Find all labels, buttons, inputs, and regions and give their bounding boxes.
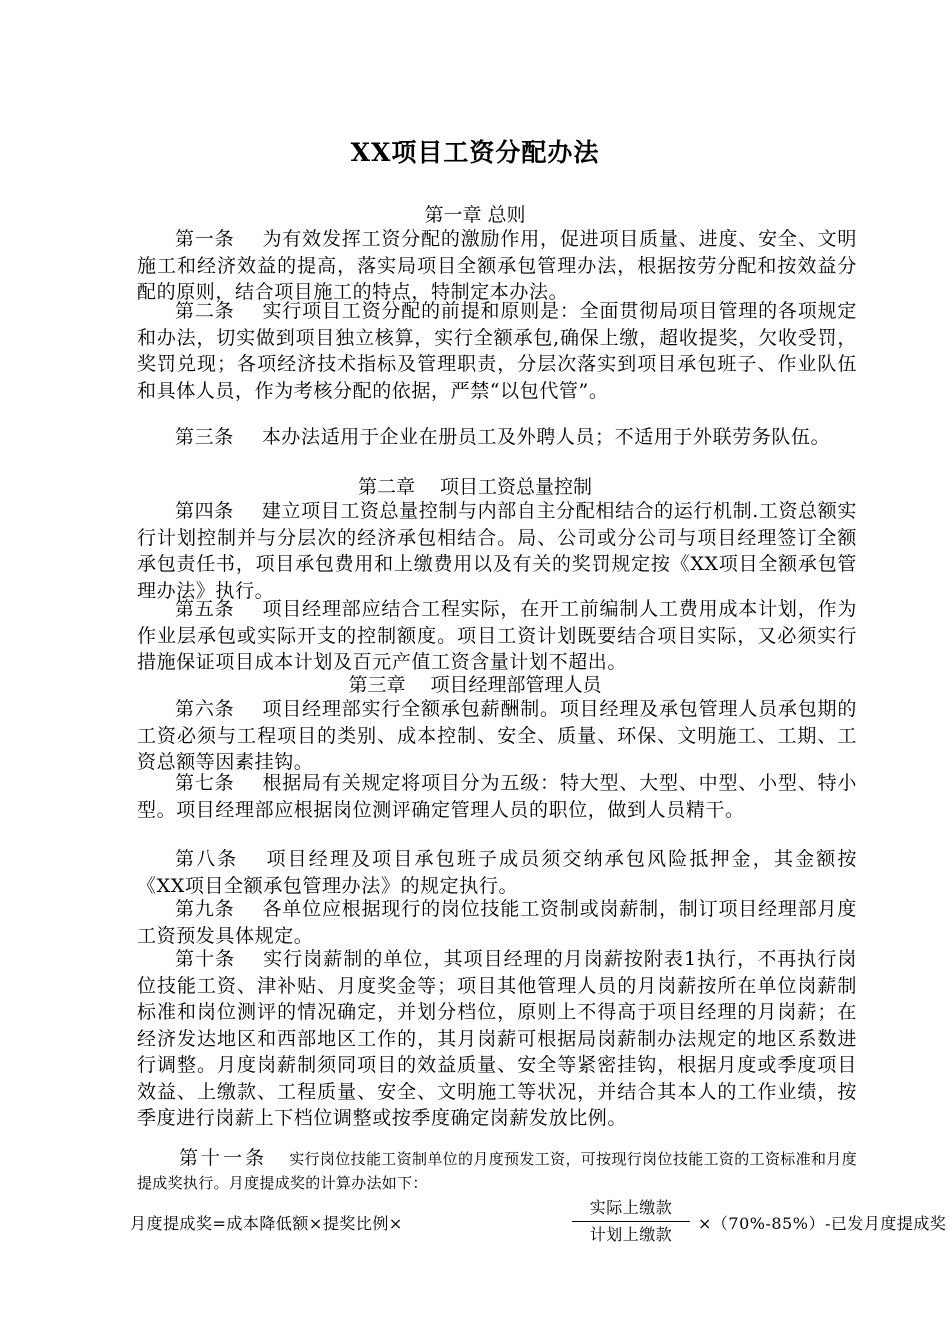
chapter-heading-3: 第三章 项目经理部管理人员 [348,674,602,696]
formula-numerator: 实际上缴款 [589,1198,673,1217]
formula-fraction [572,1196,690,1247]
formula-right-side: ×（70%-85%）-已发月度提成奖 [698,1214,947,1233]
formula-left-side: 月度提成奖=成本降低额×提奖比例× [130,1214,403,1233]
article-number: 第九条 [175,898,235,920]
article-number: 第十一条 [179,1147,268,1169]
article-10 [137,946,857,1132]
article-4 [137,498,857,604]
article-text: 根据局有关规定将项目分为五级：特大型、大型、中型、小型、特小型。项目经理部应根据岗位测评确定管理人员的职位，做到人员精干。 [137,772,857,821]
article-text: 实行岗位技能工资制单位的月度预发工资，可按现行岗位技能工资的工资标准和月度提成奖执行。月度提成奖的计算办法如下： [137,1150,857,1192]
article-number: 第八条 [175,848,239,870]
article-text: 实行项目工资分配的前提和原则是：全面贯彻局项目管理的各项规定和办法，切实做到项目独立核算，实行全额承包,确保上缴，超收提奖，欠收受罚，奖罚兑现；各项经济技术指标及管理职责，分层次落实到项目承包班子、作业队伍和具体人员，作为考核分配的依据，严禁“以包代管”。 [137,300,857,402]
article-number: 第一条 [175,228,235,250]
article-number: 第十条 [175,948,236,970]
article-2 [137,298,857,404]
fraction-bar [572,1221,690,1222]
article-text: 各单位应根据现行的岗位技能工资制或岗薪制，制订项目经理部月度工资预发具体规定。 [137,898,857,947]
chapter-heading-1: 第一章 总则 [424,204,526,226]
article-number: 第七条 [175,772,235,794]
article-6 [137,696,857,776]
article-7 [137,770,857,823]
chapter-heading-2: 第二章 项目工资总量控制 [357,476,593,498]
article-number: 第六条 [175,698,235,720]
article-number: 第三条 [175,426,234,448]
article-11 [137,1146,857,1195]
article-number: 第四条 [175,500,234,522]
article-text: 实行岗薪制的单位，其项目经理的月岗薪按附表1执行，不再执行岗位技能工资、津补贴、月度奖金等；项目其他管理人员的月岗薪按所在单位岗薪制标准和岗位测评的情况确定，并划分档位，原则上不得高于项目经理的月岗薪；在经济发达地区和西部地区工作的，其月岗薪可根据局岗薪制办法规定的地区系数进行调整。月度岗薪制须同项目的效益质量、安全等紧密挂钩，根据月度或季度项目效益、上缴款、工程质量、安全、文明施工等状况，并结合其本人的工作业绩，按季度进行岗薪上下档位调整或按季度确定岗薪发放比例。 [137,948,857,1129]
article-number: 第五条 [175,598,235,620]
document-title: XX项目工资分配办法 [350,138,600,167]
article-3 [137,424,857,451]
article-text: 为有效发挥工资分配的激励作用，促进项目质量、进度、安全、文明施工和经济效益的提高，落实局项目全额承包管理办法，根据按劳分配和按效益分配的原则，结合项目施工的特点，特制定本办法。 [137,228,857,303]
article-5 [137,596,857,676]
bonus-formula [130,1196,947,1246]
article-text: 项目经理及项目承包班子成员须交纳承包风险抵押金，其金额按《XX项目全额承包管理办法》的规定执行。 [137,848,857,897]
article-text: 建立项目工资总量控制与内部自主分配相结合的运行机制.工资总额实行计划控制并与分层次的经济承包相结合。局、公司或分公司与项目经理签订全额承包责任书，项目承包费用和上缴费用以及有关的奖罚规定按《XX项目全额承包管理办法》执行。 [137,500,857,602]
article-1 [137,226,857,306]
article-text: 项目经理部实行全额承包薪酬制。项目经理及承包管理人员承包期的工资必须与工程项目的类别、成本控制、安全、质量、环保、文明施工、工期、工资总额等因素挂钩。 [137,698,857,773]
article-9 [137,896,857,949]
article-text: 项目经理部应结合工程实际，在开工前编制人工费用成本计划，作为作业层承包或实际开支的控制额度。项目工资计划既要结合项目实际，又必须实行措施保证项目成本计划及百元产值工资含量计划不超出。 [137,598,857,673]
formula-denominator: 计划上缴款 [589,1225,673,1244]
article-8 [137,846,857,899]
article-text: 本办法适用于企业在册员工及外聘人员；不适用于外联劳务队伍。 [261,426,831,448]
article-number: 第二条 [175,300,235,322]
